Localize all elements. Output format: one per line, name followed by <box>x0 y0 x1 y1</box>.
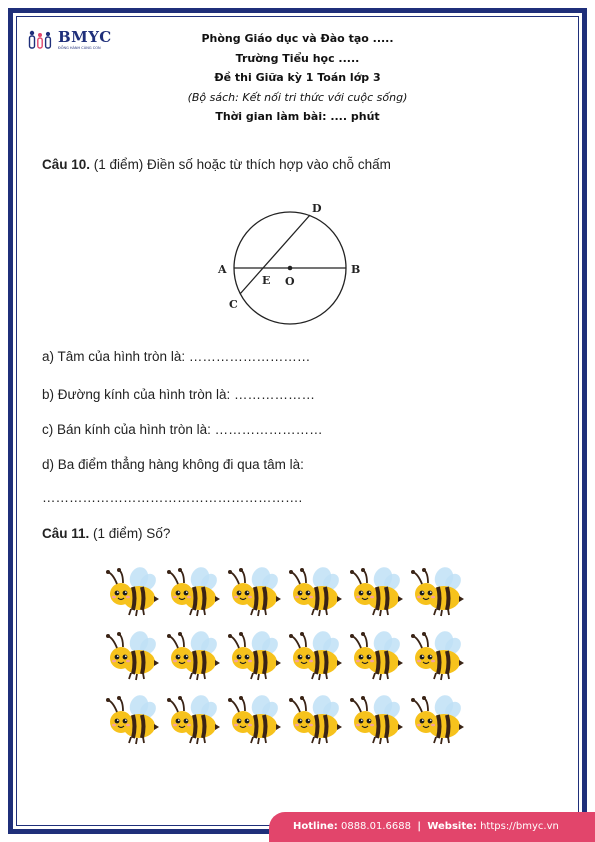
bee-icon <box>105 694 161 746</box>
question-10-part-d: d) Ba điểm thẳng hàng không đi qua tâm là: <box>42 457 304 472</box>
question-10-label: Câu 10. <box>42 157 91 172</box>
footer-website-label: Website: <box>427 821 477 832</box>
footer-separator: | <box>417 821 421 832</box>
question-10-part-b: b) Đường kính của hình tròn là: ……………… <box>42 387 315 402</box>
question-11-text: (1 điểm) Số? <box>93 526 171 541</box>
center-point <box>288 266 293 271</box>
bee-icon <box>349 566 405 618</box>
footer-bar <box>269 812 595 842</box>
bee-icon <box>166 630 222 682</box>
question-10-part-c: c) Bán kính của hình tròn là: …………………… <box>42 422 323 437</box>
bee-icon <box>349 694 405 746</box>
point-label-c: C <box>229 298 238 311</box>
logo-subtitle: ĐỒNG HÀNH CÙNG CON <box>58 46 101 50</box>
bee-icon <box>105 566 161 618</box>
point-label-d: D <box>312 202 322 215</box>
footer-website: https://bmyc.vn <box>480 821 559 832</box>
header-exam-title: Đề thi Giữa kỳ 1 Toán lớp 3 <box>214 71 381 84</box>
bee-icon <box>105 630 161 682</box>
question-10-title <box>42 157 391 172</box>
bee-icon <box>166 694 222 746</box>
footer-hotline: 0888.01.6688 <box>340 821 411 832</box>
chord-cd <box>240 215 310 294</box>
bee-icon <box>288 566 344 618</box>
logo-text: BMYC <box>58 28 112 46</box>
point-label-b: B <box>351 263 361 276</box>
bee-icon <box>227 694 283 746</box>
logo-figures-icon <box>28 30 56 50</box>
header-department: Phòng Giáo dục và Đào tạo ..... <box>201 32 394 45</box>
footer-hotline-label: Hotline: <box>293 821 338 832</box>
bee-icon <box>227 566 283 618</box>
point-label-e: E <box>262 274 271 287</box>
header-time: Thời gian làm bài: .... phút <box>215 110 380 123</box>
bee-icon <box>410 630 466 682</box>
bee-icon <box>410 566 466 618</box>
bee-icon <box>349 630 405 682</box>
exam-header <box>120 29 475 127</box>
circle-diagram <box>210 198 380 333</box>
question-10-part-d-blank: …………………………………………………. <box>42 490 303 505</box>
bee-icon <box>288 694 344 746</box>
point-label-a: A <box>218 263 227 276</box>
bee-icon <box>288 630 344 682</box>
point-label-o: O <box>285 275 295 288</box>
question-10-part-a: a) Tâm của hình tròn là: ……………………… <box>42 349 311 364</box>
bmyc-logo <box>28 28 118 54</box>
bee-icon <box>410 694 466 746</box>
question-11-label: Câu 11. <box>42 526 90 541</box>
bee-icon <box>166 566 222 618</box>
header-school: Trường Tiểu học ..... <box>235 51 360 65</box>
question-10-text: (1 điểm) Điền số hoặc từ thích hợp vào chỗ chấm <box>93 157 391 172</box>
bee-icon <box>227 630 283 682</box>
question-11-title <box>42 526 170 541</box>
header-book-series: (Bộ sách: Kết nối tri thức với cuộc sống) <box>187 90 408 104</box>
